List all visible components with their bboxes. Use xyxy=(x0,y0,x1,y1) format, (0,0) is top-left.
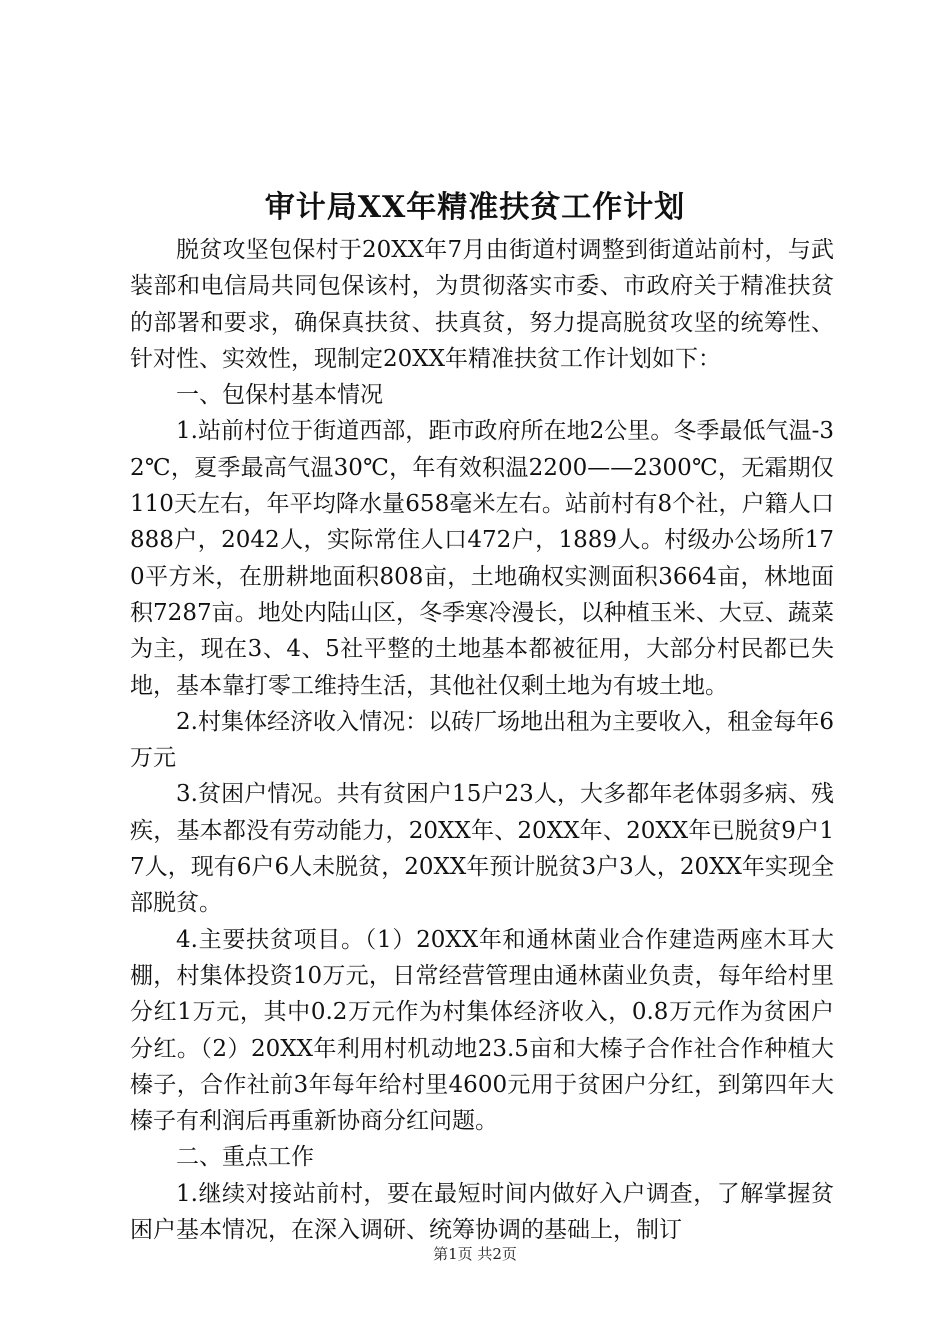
paragraph-collective-income: 2.村集体经济收入情况：以砖厂场地出租为主要收入，租金每年6万元 xyxy=(130,708,834,772)
page-number-footer: 第1页 共2页 xyxy=(433,1245,517,1263)
paragraph-village-location: 1.站前村位于街道西部，距市政府所在地2公里。冬季最低气温-32℃，夏季最高气温30℃，年有效积温2200——2300℃，无霜期仅110天左右，年平均降水量658毫米左右。站前村有8个社，户籍人口888户，2042人，实际常住人口472户，1889人。村级办公场所170平方米，在册耕地面积808亩，土地确权实测面积3664亩，林地面积7287亩。地处内陆山区，冬季寒冷漫长，以种植玉米、大豆、蔬菜为主，现在3、4、5社平整的土地基本都被征用，大部分村民都已失地，基本靠打零工维持生活，其他社仅剩土地为有坡土地。 xyxy=(130,418,834,699)
intro-paragraph: 脱贫攻坚包保村于20XX年7月由街道村调整到街道站前村，与武装部和电信局共同包保该村，为贯彻落实市委、市政府关于精准扶贫的部署和要求，确保真扶贫、扶真贫，努力提高脱贫攻坚的统筹性、针对性、实效性，现制定20XX年精准扶贫工作计划如下： xyxy=(130,237,834,372)
section-heading-basic-situation: 一、包保村基本情况 xyxy=(176,382,383,409)
document-body xyxy=(130,232,834,1248)
section-heading-key-work: 二、重点工作 xyxy=(176,1144,314,1171)
paragraph-poverty-projects: 4.主要扶贫项目。（1）20XX年和通林菌业合作建造两座木耳大棚，村集体投资10万元，日常经营管理由通林菌业负责，每年给村里分红1万元，其中0.2万元作为村集体经济收入，0.8万元作为贫困户分红。（2）20XX年利用村机动地23.5亩和大榛子合作社合作种植大榛子，合作社前3年每年给村里4600元用于贫困户分红，到第四年大榛子有利润后再重新协商分红问题。 xyxy=(130,926,834,1135)
paragraph-poor-households: 3.贫困户情况。共有贫困户15户23人，大多都年老体弱多病、残疾，基本都没有劳动能力，20XX年、20XX年、20XX年已脱贫9户17人，现有6户6人未脱贫，20XX年预计脱贫3户3人，20XX年实现全部脱贫。 xyxy=(130,781,834,917)
paragraph-key-work-1: 1.继续对接站前村，要在最短时间内做好入户调查，了解掌握贫困户基本情况，在深入调研、统筹协调的基础上，制订 xyxy=(130,1180,834,1244)
document-title: 审计局XX年精准扶贫工作计划 xyxy=(264,190,686,225)
